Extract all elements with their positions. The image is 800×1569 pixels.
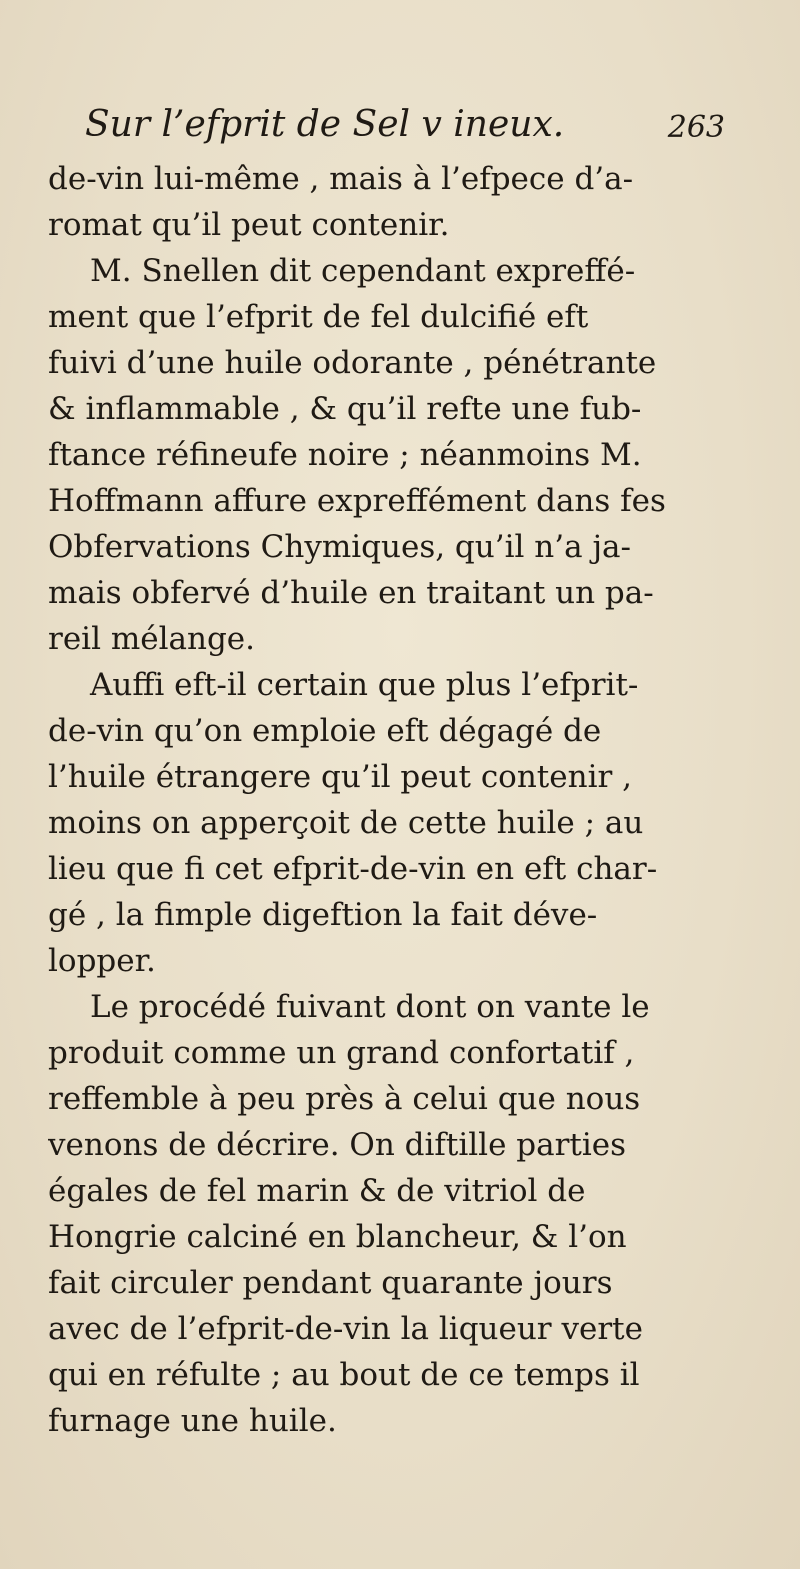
text-line: Obfervations Chymiques, qu’il n’a ja- [48, 529, 632, 565]
text-line: égales de fel marin & de vitriol de [48, 1173, 586, 1209]
text-line: de-vin lui-même , mais à l’efpece d’a- [48, 161, 634, 197]
text-line: furnage une huile. [48, 1403, 337, 1439]
text-line: fuivi d’une huile odorante , pénétrante [48, 345, 657, 381]
text-line: Auffi eft-il certain que plus l’efprit- [90, 667, 639, 703]
text-line: mais obfervé d’huile en traitant un pa- [48, 575, 654, 611]
text-line: gé , la fimple digeftion la fait déve- [48, 897, 598, 933]
text-line: venons de décrire. On diftille parties [48, 1127, 627, 1163]
text-line: ftance réfineufe noire ; néanmoins M. [48, 437, 642, 473]
text-line: Hoffmann affure expreffément dans fes [48, 483, 666, 519]
text-line: & inflammable , & qu’il refte une fub- [48, 391, 642, 427]
text-line: produit comme un grand confortatif , [48, 1035, 635, 1071]
text-line: avec de l’efprit-de-vin la liqueur verte [48, 1311, 643, 1347]
text-line: qui en réfulte ; au bout de ce temps il [48, 1357, 640, 1393]
text-line: reil mélange. [48, 621, 255, 657]
text-line: M. Snellen dit cependant expreffé- [90, 253, 636, 289]
body-text [48, 156, 768, 1444]
text-line: l’huile étrangere qu’il peut contenir , [48, 759, 633, 795]
text-line: romat qu’il peut contenir. [48, 207, 450, 243]
text-line: lieu que fi cet efprit-de-vin en eft char- [48, 851, 658, 887]
running-header [85, 102, 725, 148]
text-line: ment que l’efprit de fel dulcifié eft [48, 299, 589, 335]
text-line: Hongrie calciné en blancheur, & l’on [48, 1219, 627, 1255]
text-line: fait circuler pendant quarante jours [48, 1265, 613, 1301]
text-line: Le procédé fuivant dont on vante le [90, 989, 650, 1025]
text-line: reffemble à peu près à celui que nous [48, 1081, 641, 1117]
running-title: Sur l’efprit de Sel v ineux. [85, 104, 565, 145]
text-line: lopper. [48, 943, 156, 979]
text-line: moins on apperçoit de cette huile ; au [48, 805, 644, 841]
page-number: 263 [667, 110, 725, 145]
text-line: de-vin qu’on emploie eft dégagé de [48, 713, 602, 749]
